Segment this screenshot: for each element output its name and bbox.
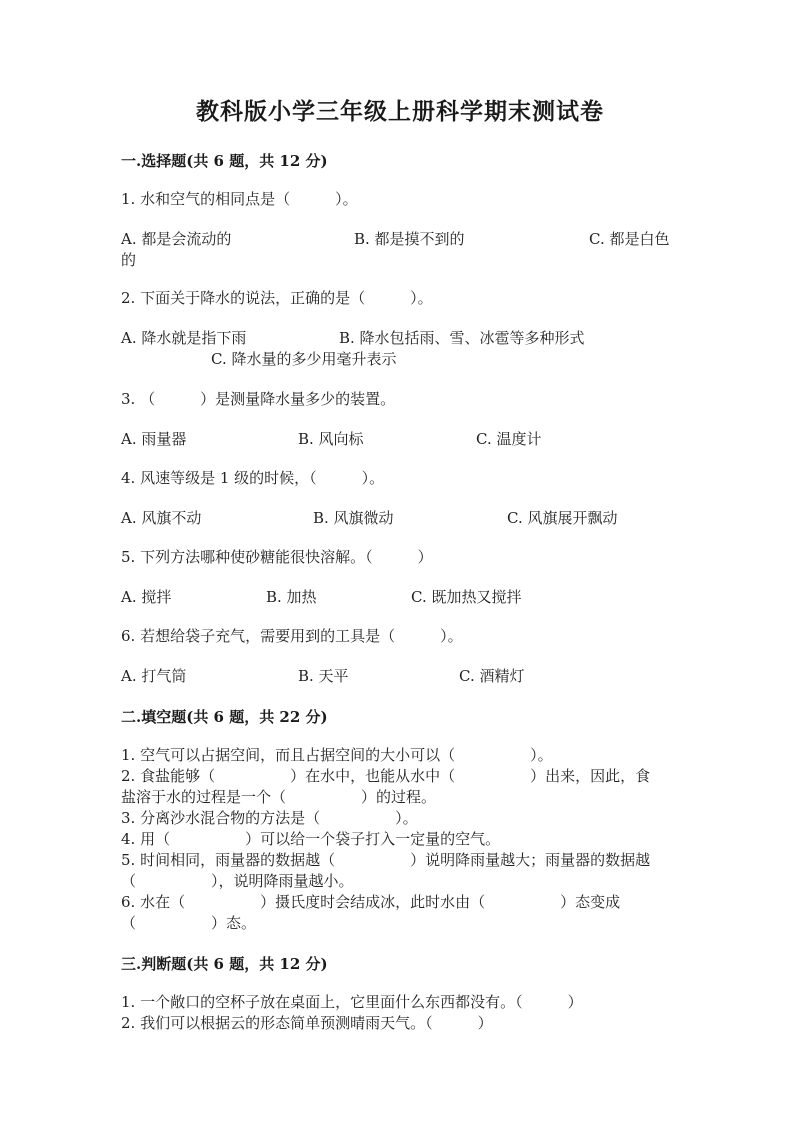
fill-line-3: 3. 分离沙水混合物的方法是（ ）。 <box>121 809 418 827</box>
judge-line-1: 1. 一个敞口的空杯子放在桌面上，它里面什么东西都没有。（ ） <box>121 993 583 1011</box>
q5-option-b: B. 加热 <box>266 588 317 606</box>
fill-line-4: 4. 用（ ）可以给一个袋子打入一定量的空气。 <box>121 830 501 848</box>
q3-option-c: C. 温度计 <box>476 430 542 448</box>
q2-option-a: A. 降水就是指下雨 <box>121 329 247 347</box>
question-6: 6. 若想给袋子充气，需要用到的工具是（ ）。 <box>121 627 463 645</box>
section-heading-judge: 三.判断题(共 6 题，共 12 分) <box>121 955 328 973</box>
page-title: 教科版小学三年级上册科学期末测试卷 <box>196 98 604 125</box>
fill-line-6: 6. 水在（ ）摄氏度时会结成冰，此时水由（ ）态变成 <box>121 893 621 911</box>
section-heading-fill: 二.填空题(共 6 题，共 22 分) <box>121 708 328 726</box>
q4-option-c: C. 风旗展开飘动 <box>507 509 618 527</box>
q4-option-a: A. 风旗不动 <box>121 509 202 527</box>
question-3: 3. （ ）是测量降水量多少的装置。 <box>121 390 396 408</box>
q3-option-a: A. 雨量器 <box>121 430 187 448</box>
q1-option-c-wrap: 的 <box>121 251 137 269</box>
q2-option-c: C. 降水量的多少用毫升表示 <box>211 350 397 368</box>
fill-line-6-cont: （ ）态。 <box>121 914 257 932</box>
question-5: 5. 下列方法哪种使砂糖能很快溶解。（ ） <box>121 548 433 566</box>
question-1: 1. 水和空气的相同点是（ ）。 <box>121 190 358 208</box>
q5-option-a: A. 搅拌 <box>121 588 172 606</box>
section-heading-choice: 一.选择题(共 6 题，共 12 分) <box>121 152 328 170</box>
q3-option-b: B. 风向标 <box>298 430 364 448</box>
question-4: 4. 风速等级是 1 级的时候，（ ）。 <box>121 469 385 487</box>
question-2: 2. 下面关于降水的说法，正确的是（ ）。 <box>121 289 433 307</box>
q1-option-b: B. 都是摸不到的 <box>354 230 465 248</box>
q1-option-a: A. 都是会流动的 <box>121 230 232 248</box>
fill-line-2-cont: 盐溶于水的过程是一个（ ）的过程。 <box>121 788 437 806</box>
fill-line-2: 2. 食盐能够（ ）在水中，也能从水中（ ）出来，因此，食 <box>121 767 651 785</box>
q5-option-c: C. 既加热又搅拌 <box>411 588 522 606</box>
q6-option-a: A. 打气筒 <box>121 667 187 685</box>
q1-option-c: C. 都是白色 <box>589 230 670 248</box>
fill-line-5-cont: （ ），说明降雨量越小。 <box>121 872 354 890</box>
q6-option-b: B. 天平 <box>298 667 349 685</box>
fill-line-5: 5. 时间相同，雨量器的数据越（ ）说明降雨量越大；雨量器的数据越 <box>121 851 651 869</box>
q6-option-c: C. 酒精灯 <box>459 667 525 685</box>
judge-line-2: 2. 我们可以根据云的形态简单预测晴雨天气。（ ） <box>121 1014 493 1032</box>
q2-option-b: B. 降水包括雨、雪、冰雹等多种形式 <box>339 329 585 347</box>
q4-option-b: B. 风旗微动 <box>313 509 394 527</box>
fill-line-1: 1. 空气可以占据空间，而且占据空间的大小可以（ ）。 <box>121 746 553 764</box>
